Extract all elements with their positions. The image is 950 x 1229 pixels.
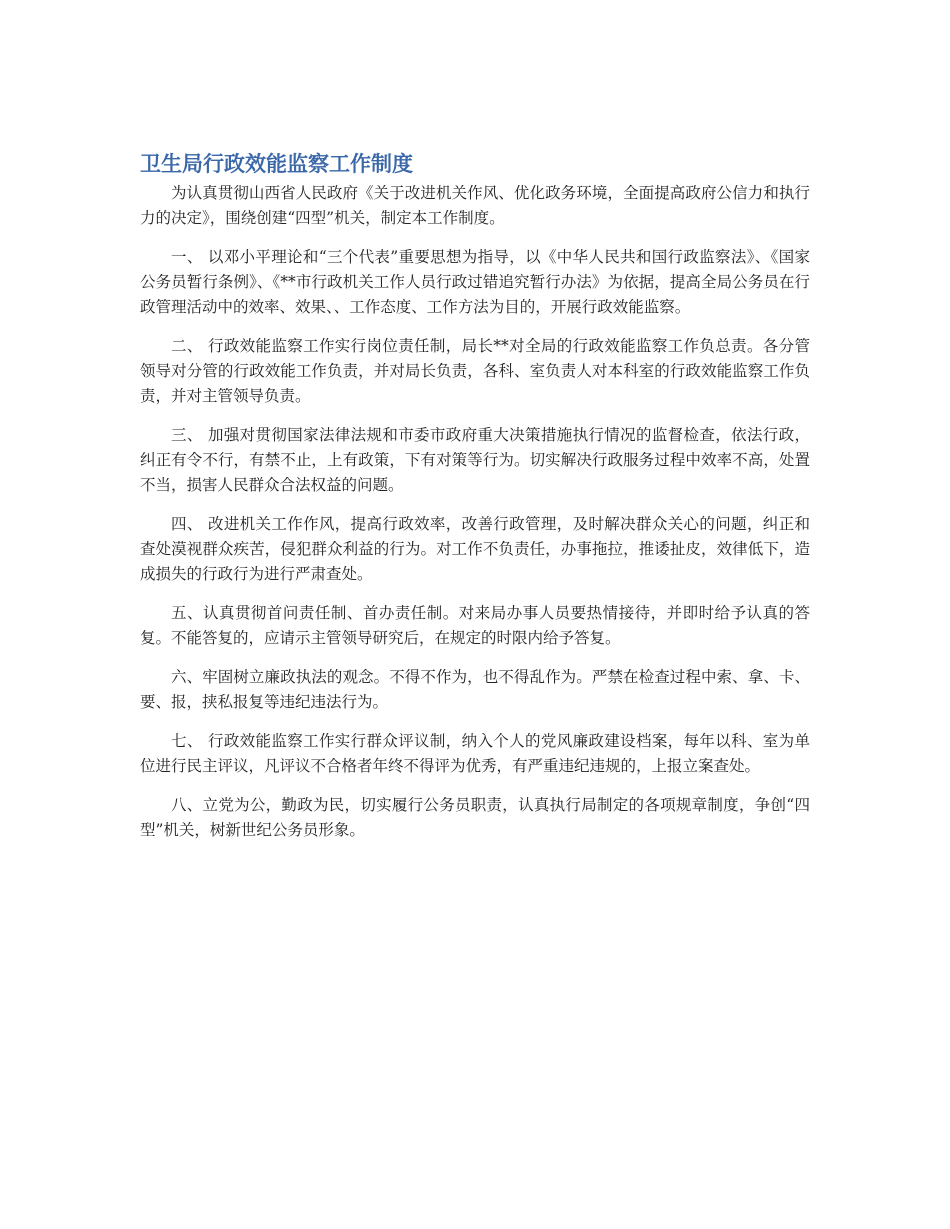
paragraph-intro: 为认真贯彻山西省人民政府《关于改进机关作风、优化政务环境，全面提高政府公信力和执行力的决定》，围绕创建“四型”机关，制定本工作制度。 [140, 184, 810, 227]
paragraph-8: 八、立党为公，勤政为民，切实履行公务员职责，认真执行局制定的各项规章制度，争创“四型”机关，树新世纪公务员形象。 [140, 796, 810, 839]
paragraph-5: 五、认真贯彻首问责任制、首办责任制。对来局办事人员要热情接待，并即时给予认真的答复。不能答复的，应请示主管领导研究后，在规定的时限内给予答复。 [140, 604, 810, 647]
document-title: 卫生局行政效能监察工作制度 [140, 152, 413, 176]
paragraph-1: 一、 以邓小平理论和“三个代表”重要思想为指导，以《中华人民共和国行政监察法》、《国家公务员暂行条例》、《**市行政机关工作人员行政过错追究暂行办法》为依据，提高全局公务员在行政管理活动中的效率、效果、、工作态度、工作方法为目的，开展行政效能监察。 [140, 248, 810, 316]
paragraph-7: 七、 行政效能监察工作实行群众评议制，纳入个人的党风廉政建设档案，每年以科、室为单位进行民主评议，凡评议不合格者年终不得评为优秀，有严重违纪违规的，上报立案查处。 [140, 732, 810, 775]
paragraph-4: 四、 改进机关工作作风，提高行政效率，改善行政管理，及时解决群众关心的问题，纠正和查处漠视群众疾苦，侵犯群众利益的行为。对工作不负责任，办事拖拉，推诿扯皮，效律低下，造成损失的行政行为进行严肃查处。 [140, 515, 810, 583]
paragraph-6: 六、牢固树立廉政执法的观念。不得不作为，也不得乱作为。严禁在检查过程中索、拿、卡、要、报，挟私报复等违纪违法行为。 [140, 668, 810, 711]
paragraph-2: 二、 行政效能监察工作实行岗位责任制，局长**对全局的行政效能监察工作负总责。各分管领导对分管的行政效能工作负责，并对局长负责，各科、室负责人对本科室的行政效能监察工作负责，并对主管领导负责。 [140, 337, 810, 405]
paragraph-3: 三、 加强对贯彻国家法律法规和市委市政府重大决策措施执行情况的监督检查，依法行政，纠正有令不行，有禁不止，上有政策，下有对策等行为。切实解决行政服务过程中效率不高，处置不当，损害人民群众合法权益的问题。 [140, 426, 810, 494]
document-body [140, 181, 810, 857]
